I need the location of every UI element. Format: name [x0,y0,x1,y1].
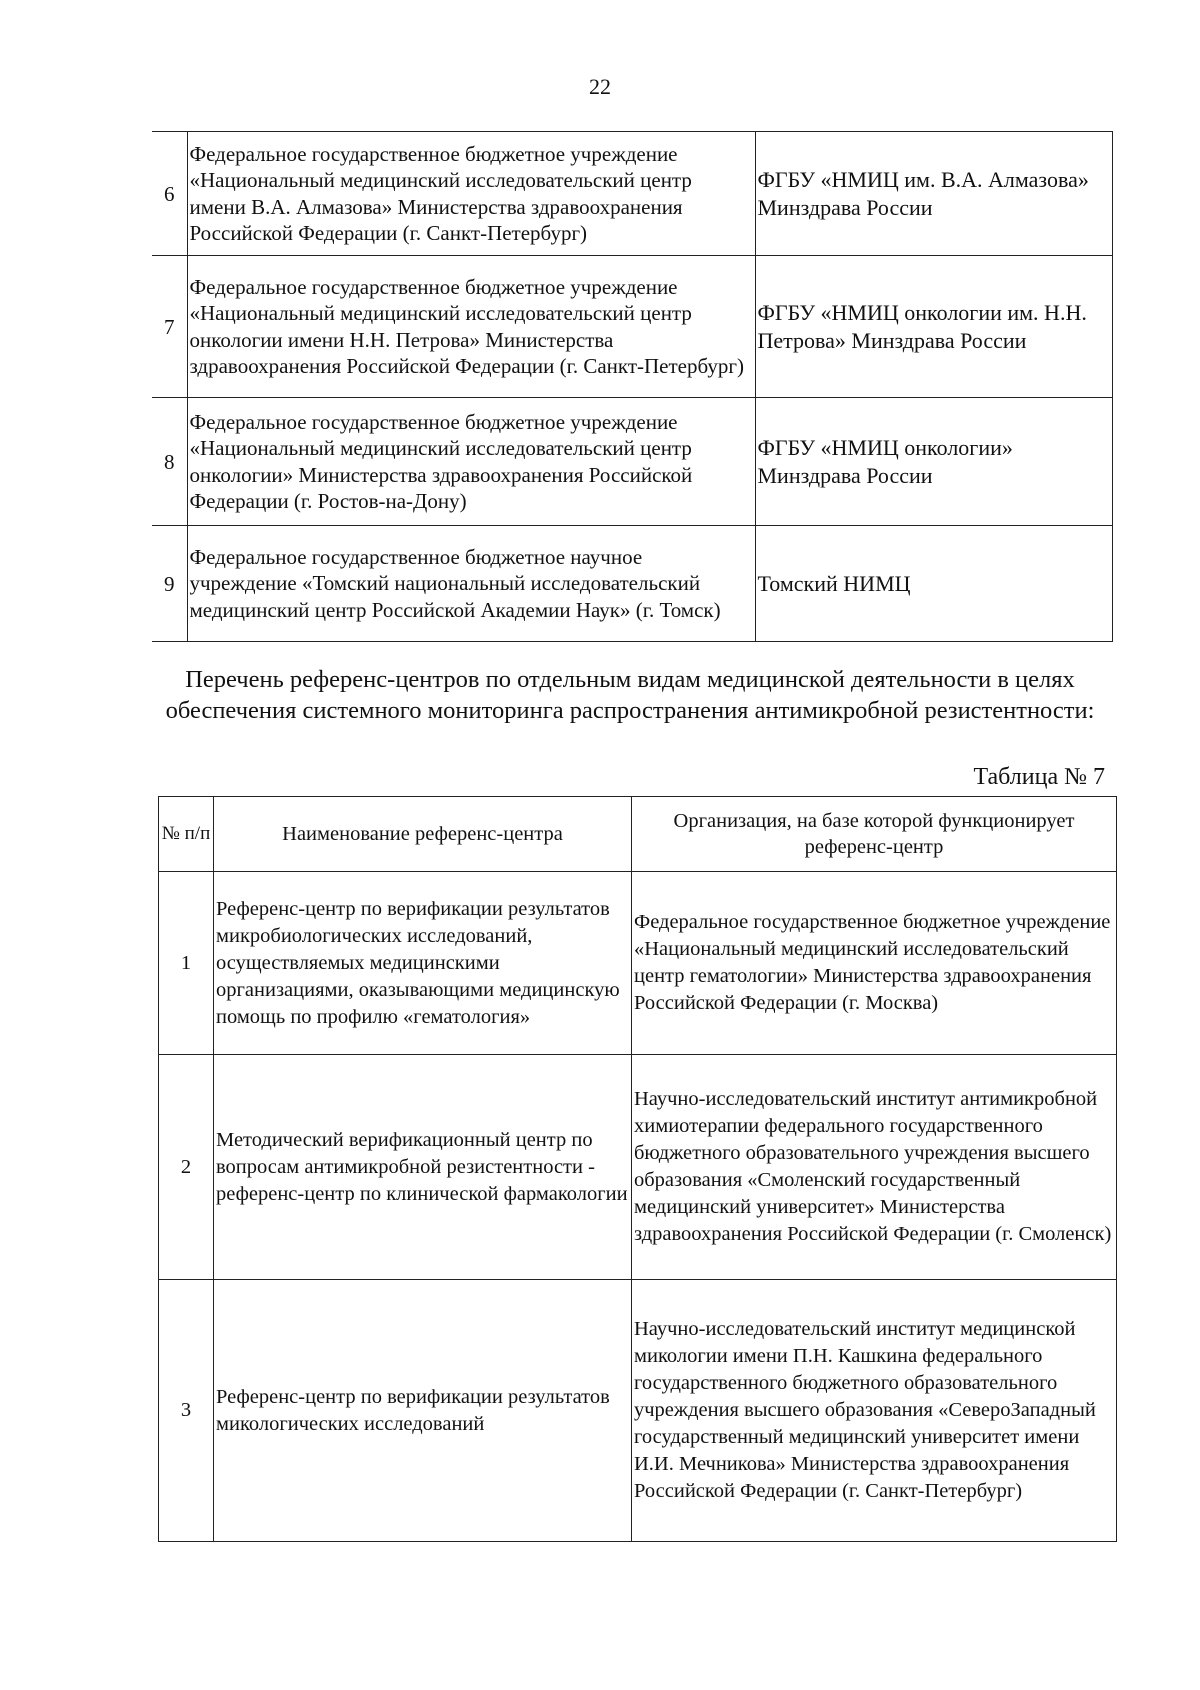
institution-full-name: Федеральное государственное бюджетное научное учреждение «Томский национальный исследовательский медицинский центр Российской Академии Наук» (г. Томск) [187,526,755,642]
institution-short-name: ФГБУ «НМИЦ онкологии» Минздрава России [755,398,1112,526]
host-organization: Федеральное государственное бюджетное учреждение «Национальный медицинский исследовательский центр гематологии» Министерства здравоохранения Российской Федерации (г. Москва) [632,872,1117,1055]
institution-short-name: Томский НИМЦ [755,526,1112,642]
section-heading: Перечень референс-центров по отдельным видам медицинской деятельности в целях обеспечения системного мониторинга распространения антимикробной резистентности: [165,666,1095,724]
institution-full-name: Федеральное государственное бюджетное учреждение «Национальный медицинский исследовательский центр онкологии» Министерства здравоохранения Российской Федерации (г. Ростов-на-Дону) [187,398,755,526]
row-number: 1 [159,872,214,1055]
institution-short-name: ФГБУ «НМИЦ онкологии им. Н.Н. Петрова» Минздрава России [755,256,1112,398]
reference-center-name: Референс-центр по верификации результатов микологических исследований [214,1280,632,1542]
host-organization: Научно-исследовательский институт антимикробной химиотерапии федерального государственного бюджетного образовательного учреждения высшего образования «Смоленский государственный медицинский университет» Министерства здравоохранения Российской Федерации (г. Смоленск) [632,1055,1117,1280]
row-number: 3 [159,1280,214,1542]
institution-full-name: Федеральное государственное бюджетное учреждение «Национальный медицинский исследовательский центр имени В.А. Алмазова» Министерства здравоохранения Российской Федерации (г. Санкт-Петербург) [187,132,755,256]
row-number: 6 [152,132,187,256]
institution-full-name: Федеральное государственное бюджетное учреждение «Национальный медицинский исследовательский центр онкологии имени Н.Н. Петрова» Министерства здравоохранения Российской Федерации (г. Санкт-Петербург) [187,256,755,398]
row-number: 2 [159,1055,214,1280]
header-number: № п/п [159,797,214,872]
table-header-row [159,797,1117,872]
reference-center-name: Референс-центр по верификации результатов микробиологических исследований, осуществляемых медицинскими организациями, оказывающими медицинскую помощь по профилю «гематология» [214,872,632,1055]
institutions-table-continued [152,131,1113,642]
table-row [159,872,1117,1055]
reference-center-name: Методический верификационный центр по вопросам антимикробной резистентности - референс-центр по клинической фармакологии [214,1055,632,1280]
row-number: 8 [152,398,187,526]
table-row [159,1055,1117,1280]
table-row [152,398,1112,526]
row-number: 7 [152,256,187,398]
row-number: 9 [152,526,187,642]
table-row [159,1280,1117,1542]
header-center-name: Наименование референс-центра [214,797,632,872]
page-number: 22 [589,74,611,99]
host-organization: Научно-исследовательский институт медицинской микологии имени П.Н. Кашкина федерального государственного бюджетного образовательного учреждения высшего образования «СевероЗападный государственный медицинский университет имени И.И. Мечникова» Министерства здравоохранения Российской Федерации (г. Санкт-Петербург) [632,1280,1117,1542]
table-row [152,526,1112,642]
institution-short-name: ФГБУ «НМИЦ им. В.А. Алмазова» Минздрава России [755,132,1112,256]
table-caption: Таблица № 7 [973,764,1105,790]
reference-centers-table [158,796,1117,1542]
header-organization: Организация, на базе которой функционирует референс-центр [632,797,1117,872]
table-row [152,132,1112,256]
table-row [152,256,1112,398]
